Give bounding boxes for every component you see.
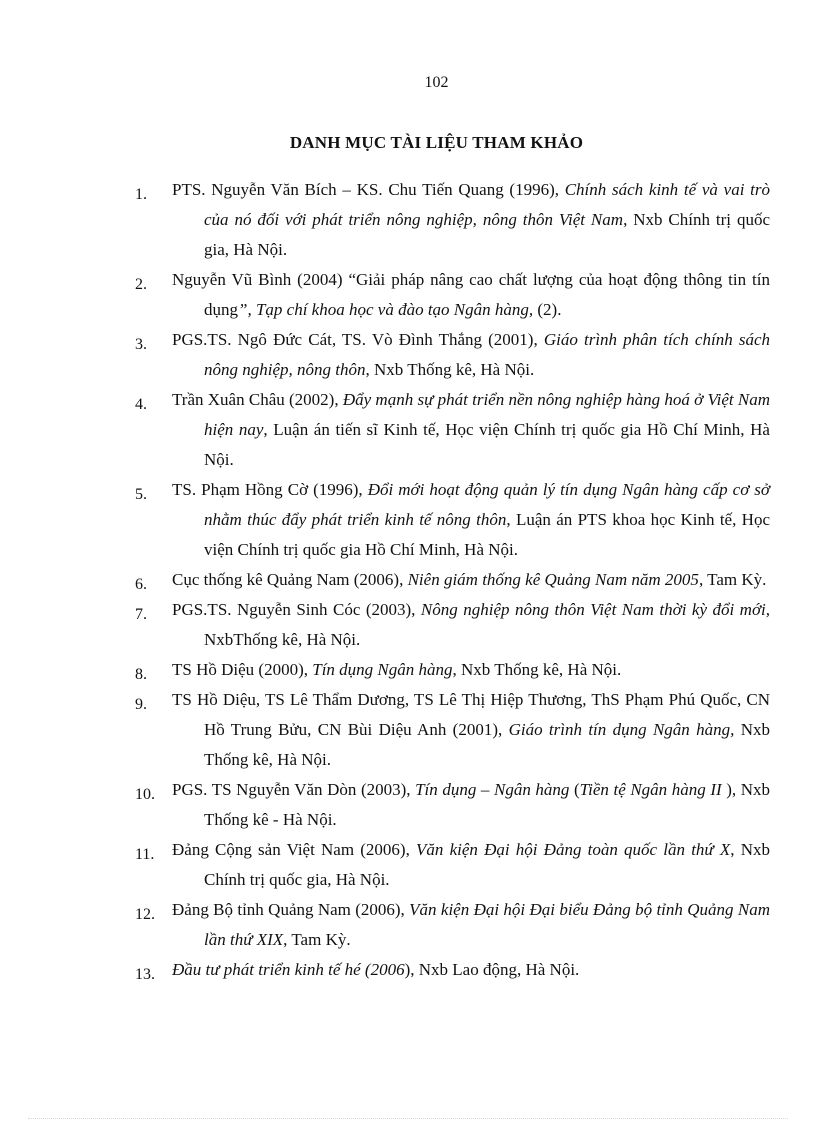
reference-text: NxbThống kê, Hà Nội. (204, 630, 361, 649)
reference-text: (2). (533, 300, 562, 319)
reference-title-text: Tín dụng – Ngân hàng (415, 780, 570, 799)
reference-text: TS Hồ Diệu, TS Lê Thẩm Dương, TS Lê Thị Hiệp Thương, ThS Phạm Phú Quốc, CN Hồ Trung Bửu, CN Bùi Diệu Anh (2001), (172, 690, 770, 739)
reference-number: 9. (135, 696, 147, 713)
reference-number: 11. (135, 846, 155, 863)
reference-text: Nguyễn Vũ Bình (2004) “Giải pháp nâng cao chất lượng của hoạt động thông tin tín dụng (172, 270, 770, 319)
reference-title-text: Chính sách kinh tế và vai trò của nó đối với phát triển nông nghiệp, nông thôn Việt Nam (204, 180, 770, 229)
reference-text: PGS.TS. Ngô Đức Cát, TS. Vò Đình Thắng (2001), (172, 330, 544, 349)
reference-item (135, 175, 770, 265)
reference-text: , Tam Kỳ. (283, 930, 351, 949)
reference-item (135, 775, 770, 835)
reference-item (135, 955, 770, 985)
reference-title-text: Giáo trình tín dụng Ngân hàng, (508, 720, 735, 739)
reference-title-text: Tiền tệ Ngân hàng II (579, 780, 722, 799)
reference-number: 4. (135, 396, 147, 413)
reference-title-text: Giáo trình phân tích chính sách nông nghiệp, nông thôn (204, 330, 770, 379)
reference-text: TS. Phạm Hồng Cờ (1996), (172, 480, 368, 499)
reference-title-text: Đổi mới hoạt động quản lý tín dụng Ngân hàng cấp cơ sở nhằm thúc đẩy phát triển kinh tế nông thôn (204, 480, 770, 529)
reference-text: , Nxb Thống kê, Hà Nội. (452, 660, 622, 679)
reference-number: 5. (135, 486, 147, 503)
reference-title-text: Đầu tư phát triển kinh tế hé (2006 (172, 960, 405, 979)
reference-number: 2. (135, 276, 147, 293)
reference-number: 12. (135, 906, 155, 923)
reference-text: ( (569, 780, 580, 799)
reference-item (135, 685, 770, 775)
reference-item (135, 895, 770, 955)
reference-item (135, 385, 770, 475)
reference-number: 1. (135, 186, 147, 203)
reference-title-text: Văn kiện Đại hội Đại biểu Đảng bộ tỉnh Quảng Nam lần thứ XIX (204, 900, 770, 949)
reference-text: ), Nxb Thống kê - Hà Nội. (204, 780, 770, 829)
reference-title-text: ”, Tạp chí khoa học và đào tạo Ngân hàng, (238, 300, 534, 319)
reference-number: 10. (135, 786, 155, 803)
reference-title-text: Đẩy mạnh sự phát triển nền nông nghiệp hàng hoá ở Việt Nam hiện nay (204, 390, 770, 439)
reference-list (0, 175, 816, 985)
reference-item (135, 475, 771, 565)
reference-number: 6. (135, 576, 147, 593)
reference-text: TS Hồ Diệu (2000), (172, 660, 313, 679)
reference-text: Cục thống kê Quảng Nam (2006), (172, 570, 408, 589)
reference-number: 7. (135, 606, 147, 623)
reference-item (135, 565, 770, 595)
reference-item (135, 655, 770, 685)
footer-divider (28, 1118, 788, 1119)
reference-title-text: Tín dụng Ngân hàng (312, 660, 453, 679)
reference-number: 8. (135, 666, 147, 683)
page-title: DANH MỤC TÀI LIỆU THAM KHẢO (289, 133, 584, 152)
reference-text: , Nxb Chính trị quốc gia, Hà Nội. (204, 840, 770, 889)
reference-text: , Nxb Thống kê, Hà Nội. (365, 360, 535, 379)
reference-item (135, 325, 770, 385)
reference-text: Nxb Thống kê, Hà Nội. (204, 720, 770, 769)
reference-text: Đảng Bộ tỉnh Quảng Nam (2006), (172, 900, 410, 919)
reference-title-text: Niên giám thống kê Quảng Nam năm 2005 (407, 570, 699, 589)
reference-text: , Nxb Chính trị quốc gia, Hà Nội. (204, 210, 770, 259)
reference-item (135, 265, 770, 325)
reference-text: PGS.TS. Nguyễn Sinh Cóc (2003), (172, 600, 421, 619)
reference-title-text: Văn kiện Đại hội Đảng toàn quốc lần thứ X (416, 840, 731, 859)
reference-text: , Luận án PTS khoa học Kinh tế, Học viện Chính trị quốc gia Hồ Chí Minh, Hà Nội. (204, 510, 771, 559)
reference-item (135, 595, 771, 655)
reference-title-text: Nông nghiệp nông thôn Việt Nam thời kỳ đổi mới, (420, 600, 771, 619)
reference-text: , Luận án tiến sĩ Kinh tế, Học viện Chính trị quốc gia Hồ Chí Minh, Hà Nội. (204, 420, 770, 469)
reference-text: Trần Xuân Châu (2002), (172, 390, 343, 409)
reference-number: 13. (135, 966, 155, 983)
reference-text: PGS. TS Nguyễn Văn Dòn (2003), (172, 780, 416, 799)
page-number: 102 (424, 74, 449, 91)
reference-text: Đảng Cộng sản Việt Nam (2006), (172, 840, 417, 859)
reference-text: PTS. Nguyễn Văn Bích – KS. Chu Tiến Quang (1996), (172, 180, 565, 199)
reference-text: , Tam Kỳ. (698, 570, 767, 589)
reference-item (135, 835, 770, 895)
reference-number: 3. (135, 336, 147, 353)
reference-text: ), Nxb Lao động, Hà Nội. (404, 960, 580, 979)
